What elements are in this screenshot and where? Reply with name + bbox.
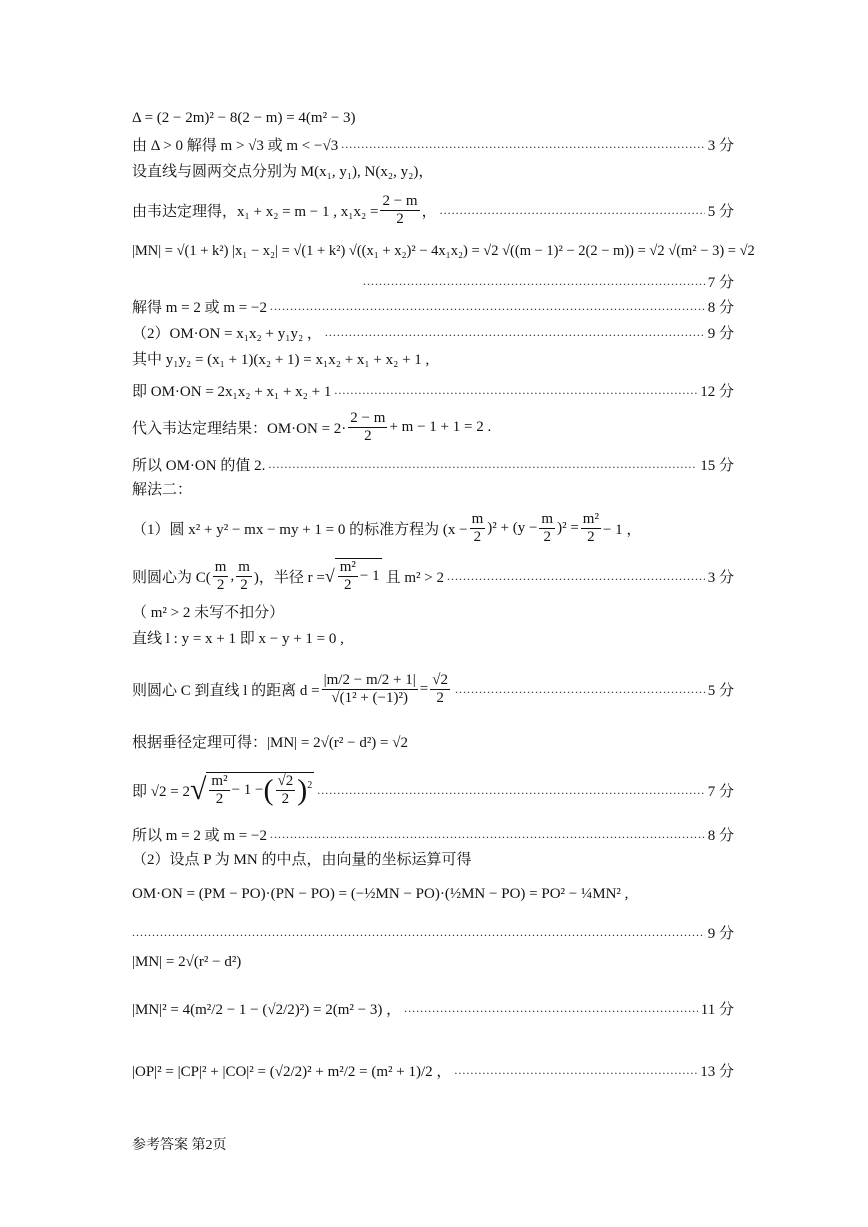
score-label: 9 分 <box>707 926 734 942</box>
score-label: 3 分 <box>707 138 734 154</box>
step-solve-sqrt: 即 √2 = 2 √ $\frac{\text{m²}}{2}$ − 1 −( $\frac{√2}{2}$ )$^2$ ..... 7 分 <box>132 764 734 816</box>
radical: $\frac{\text{m²}}{2}$ − 1 <box>335 558 382 594</box>
dot-leader <box>455 682 705 697</box>
step-circle-standard-form <box>132 508 641 548</box>
step-text: 即 OM·ON = 2x₁x₂ + x₁ + x₂ + 1 <box>132 384 332 400</box>
fraction-numerator: m <box>214 558 227 575</box>
dot-leader <box>334 383 697 398</box>
fraction-numerator: √2 <box>432 671 448 688</box>
score-label: 7 分 <box>707 275 734 291</box>
fraction-numerator: m <box>238 558 250 575</box>
score-label: 8 分 <box>707 300 734 316</box>
step-distance <box>132 660 734 718</box>
fraction-numerator: m <box>541 510 554 527</box>
step-mn-squared <box>132 998 734 1019</box>
fraction <box>539 511 555 546</box>
step-text: 所以 OM·ON 的值 2. <box>132 458 266 474</box>
equation-discriminant: Δ = (2 − 2m)² − 8(2 − m) = 4(m² − 3) <box>132 110 356 126</box>
fraction <box>581 511 601 546</box>
fraction-denominator: 2 <box>396 210 404 227</box>
fraction-numerator: √2 <box>277 773 294 789</box>
equation-chord-length: |MN| = √(1 + k²) |x₁ − x₂| = √(1 + k²) √((x₁ + x₂)² − 4x₁x₂) = √2 √((m − 1)² − 2(2 − m)) = √2 √(m² − 3) = √2 <box>132 243 755 259</box>
fraction-denominator: 2 <box>216 576 225 593</box>
page-footer: 参考答案 第2页 <box>132 1138 227 1153</box>
fraction-numerator: m² <box>339 559 356 575</box>
dot-leader <box>270 827 705 842</box>
fraction-denominator: 2 <box>240 576 248 593</box>
fraction-numerator: m <box>471 510 484 527</box>
note-no-deduction: （ m² > 2 未写不扣分） <box>132 605 285 621</box>
score-label: 3 分 <box>707 569 734 586</box>
fraction-denominator: 2 <box>436 689 444 706</box>
dot-leader <box>317 783 704 798</box>
step-text-pre: 则圆心 C 到直线 l 的距离 d = <box>132 682 320 699</box>
step-text-post: 且 m² > 2 <box>385 569 444 586</box>
radical: $\frac{\text{m²}}{2}$ − 1 −( $\frac{√2}{2}$ )$^2$ <box>206 772 314 808</box>
equation-vector-expansion: OM·ON = (PM − PO)·(PN − PO) = (−½MN − PO)·(½MN − PO) = PO² − ¼MN² , <box>132 886 629 902</box>
fraction <box>380 193 419 228</box>
score-label: 13 分 <box>700 1064 734 1080</box>
step-op-squared <box>132 1060 734 1081</box>
score-label: 15 分 <box>700 458 734 474</box>
score-line-9 <box>132 922 734 943</box>
step-text: （2）OM·ON = x₁x₂ + y₁y₂ ， <box>132 326 322 342</box>
step-text: 由韦达定理得，x₁ + x₂ = m − 1 , x₁x₂ = <box>132 203 379 220</box>
dot-leader <box>270 299 705 314</box>
score-label: 5 分 <box>707 682 734 699</box>
step-text: |OP|² = |CP|² + |CO|² = (√2/2)² + m²/2 = (m² + 1)/2 ， <box>132 1064 452 1080</box>
step-vieta: 由韦达定理得，x₁ + x₂ = m − 1 , x₁x₂ = $\frac{2 - m}{2}$ ， ..... 5 分 <box>132 192 734 228</box>
score-label: 11 分 <box>700 1002 734 1018</box>
step-dot-product-expand <box>132 380 734 401</box>
step-text-post: = <box>419 680 429 697</box>
fraction <box>236 559 252 594</box>
step-solve-m <box>132 134 734 155</box>
step-text-pre: 代入韦达定理结果：OM·ON = 2· <box>132 420 347 437</box>
fraction-denominator: 2 <box>473 528 482 545</box>
step-text: 解得 m = 2 或 m = −2 <box>132 300 267 316</box>
dot-leader <box>363 274 705 289</box>
step-text-post: + m − 1 + 1 = 2 . <box>389 418 492 435</box>
step-y1y2: 其中 y₁y₂ = (x₁ + 1)(x₂ + 1) = x₁x₂ + x₁ + x₂ + 1 , <box>132 352 430 368</box>
step-dot-product <box>132 322 734 343</box>
fraction <box>470 511 486 546</box>
step-text: |MN|² = 4(m²/2 − 1 − (√2/2)²) = 2(m² − 3) ， <box>132 1002 402 1018</box>
fraction-denominator: 2 <box>587 528 595 545</box>
score-line-7 <box>360 271 734 292</box>
step-result-m <box>132 296 734 317</box>
step-text-pre: 则圆心为 C( <box>132 569 211 586</box>
step-text: 所以 m = 2 或 m = −2 <box>132 828 267 844</box>
dot-leader <box>404 1001 698 1016</box>
fraction-denominator: 2 <box>543 528 551 545</box>
step-text-pre: （1）圆 x² + y² − mx − my + 1 = 0 的标准方程为 (x − <box>132 521 468 538</box>
method-two-heading: 解法二： <box>132 482 193 498</box>
score-label: 8 分 <box>707 828 734 844</box>
dot-leader <box>454 1063 697 1078</box>
step-text-post: − 1 ， <box>602 521 642 538</box>
fraction-numerator: |m/2 − m/2 + 1| <box>323 671 416 688</box>
dot-leader <box>132 925 705 940</box>
step-midpoint: （2）设点 P 为 MN 的中点，由向量的坐标运算可得 <box>132 852 472 868</box>
fraction <box>322 672 418 707</box>
fraction <box>430 672 450 707</box>
step-conclusion-1 <box>132 454 734 475</box>
step-center-radius: 则圆心为 C( $\frac{m}{2}$ , $\frac{m}{2}$ )，半径 r = √ $\frac{\text{m²}}{2}$ − 1 且 m² > 2 ..... 3 分 <box>132 556 734 596</box>
step-text-mid: )² + (y − <box>487 519 538 536</box>
fraction <box>213 559 229 594</box>
step-text-mid: )² = <box>557 519 579 536</box>
step-text: 由 Δ > 0 解得 m > √3 或 m < −√3 <box>132 138 339 154</box>
score-label: 12 分 <box>700 384 734 400</box>
dot-leader <box>325 325 705 340</box>
step-result-m-2 <box>132 824 734 845</box>
score-label: 7 分 <box>707 783 734 800</box>
fraction-denominator: 2 <box>281 791 290 807</box>
fraction-denominator: 2 <box>215 791 224 807</box>
score-label: 9 分 <box>707 326 734 342</box>
step-line-equation: 直线 l : y = x + 1 即 x − y + 1 = 0 , <box>132 631 344 647</box>
score-label: 5 分 <box>707 203 734 220</box>
equation-chord-formula: |MN| = 2√(r² − d²) <box>132 954 242 970</box>
fraction <box>338 559 358 594</box>
dot-leader <box>268 457 697 472</box>
dot-leader <box>447 569 705 584</box>
fraction-numerator: m² <box>211 773 228 789</box>
step-intersection-points: 设直线与圆两交点分别为 M(x₁, y₁), N(x₂, y₂)， <box>132 164 434 180</box>
fraction <box>276 773 296 808</box>
fraction-numerator: 2 − m <box>350 409 386 426</box>
dot-leader <box>440 203 705 218</box>
step-text-pre: 即 √2 = 2 <box>132 783 190 800</box>
fraction <box>209 773 229 808</box>
dot-leader <box>341 137 705 152</box>
fraction-denominator: 2 <box>344 577 352 593</box>
step-text-mid: )，半径 r = <box>253 569 325 586</box>
fraction <box>348 410 387 445</box>
step-substitute <box>132 408 491 446</box>
fraction-denominator: 2 <box>364 427 372 444</box>
fraction-numerator: m² <box>582 510 599 527</box>
fraction-numerator: 2 − m <box>382 192 418 209</box>
step-perpendicular-theorem: 根据垂径定理可得：|MN| = 2√(r² − d²) = √2 <box>132 735 408 751</box>
fraction-denominator: √(1² + (−1)²) <box>331 689 409 706</box>
